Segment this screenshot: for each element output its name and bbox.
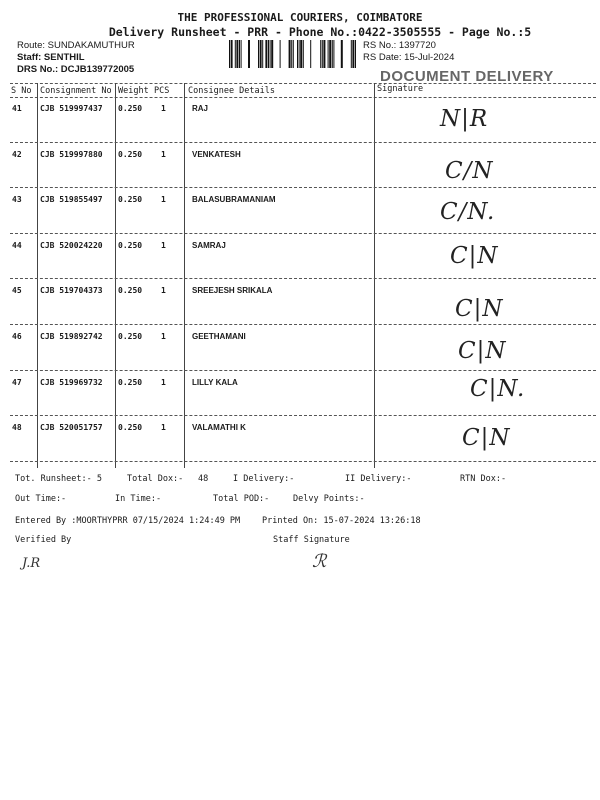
row-separator [10,370,596,371]
row-weight: 0.250 [118,377,143,387]
ii-delivery: II Delivery:- [345,474,412,484]
row-separator [10,324,596,325]
row-sno: 42 [12,149,22,159]
barcode-bar [280,40,281,68]
row-consignment-no: CJB 519704373 [40,286,103,296]
table-header-rule [10,97,596,98]
drs-number: DRS No.: DCJB139772005 [17,64,135,75]
row-pcs: 1 [161,423,166,433]
barcode-bar [355,40,356,68]
rs-date: RS Date: 15-Jul-2024 [363,52,455,63]
verified-by-label: Verified By [15,535,72,545]
row-handwritten-signature: N|R [440,106,489,132]
row-weight: 0.250 [118,240,143,250]
row-weight: 0.250 [118,104,143,113]
barcode-bar [328,40,329,68]
barcode-bar [297,40,298,68]
barcode-bar [270,40,271,68]
barcode-bar [260,40,262,68]
row-handwritten-signature: C|N [450,242,499,269]
row-sno: 45 [12,286,22,296]
delvy-points: Delvy Points:- [293,494,365,504]
row-separator [10,187,596,188]
barcode-bar [235,40,236,68]
row-consignee: VALAMATHI K [192,423,246,433]
barcode-bar [329,40,331,68]
row-sno: 44 [12,240,22,250]
row-handwritten-signature: C|N [455,296,504,323]
row-consignment-no: CJB 519892742 [40,332,103,341]
barcode-bar [231,40,233,68]
row-consignment-no: CJB 519969732 [40,377,103,387]
barcode-bar [262,40,263,68]
barcode-bar [289,40,291,68]
barcode-bar [332,40,333,68]
barcode-bar [352,40,354,68]
barcode-bar [265,40,267,68]
rtn-dox: RTN Dox:- [460,474,507,484]
rs-number: RS No.: 1397720 [363,40,436,51]
row-consignment-no: CJB 519997880 [40,149,103,159]
barcode-bar [258,40,259,68]
row-weight: 0.250 [118,195,143,205]
row-pcs: 1 [161,332,166,341]
barcode-bar [341,40,343,68]
col-header-sno: S No [11,86,32,96]
row-pcs: 1 [161,149,166,159]
barcode-bar [236,40,238,68]
row-separator [10,461,596,462]
staff-signature-label: Staff Signature [273,535,350,545]
row-separator [10,415,596,416]
row-consignee: RAJ [192,104,209,113]
row-weight: 0.250 [118,423,143,433]
row-sno: 46 [12,332,22,341]
row-sno: 48 [12,423,22,433]
total-dox-label: Total Dox:- [127,474,184,484]
staff-label: Staff: SENTHIL [17,52,85,63]
row-consignee: LILLY KALA [192,377,238,387]
entered-by: Entered By :MOORTHYPRR 07/15/2024 1:24:49 PM [15,516,241,526]
barcode-bar [310,40,311,68]
row-consignee: GEETHAMANI [192,332,246,341]
row-consignee: BALASUBRAMANIAM [192,195,276,205]
barcode-bar [351,40,352,68]
table-top-rule [10,83,596,84]
route-label: Route: SUNDAKAMUTHUR [17,40,135,51]
col-header-signature: Signature [377,84,424,94]
barcode-bar [291,40,292,68]
company-name: THE PROFESSIONAL COURIERS, COIMBATORE [177,11,423,24]
barcode-bar [323,40,325,68]
row-handwritten-signature: C/N. [440,199,496,226]
barcode-bar [300,40,302,68]
runsheet-subtitle: Delivery Runsheet - PRR - Phone No.:0422-3505555 - Page No.:5 [108,25,532,39]
row-separator [10,233,596,234]
barcode-bar [239,40,240,68]
row-pcs: 1 [161,104,166,113]
row-sno: 47 [12,377,22,387]
row-consignment-no: CJB 520024220 [40,240,103,250]
row-pcs: 1 [161,377,166,387]
row-separator [10,142,596,143]
col-header-consignment: Consignment No [40,86,112,96]
row-pcs: 1 [161,240,166,250]
barcode-bar [268,40,269,68]
row-weight: 0.250 [118,286,143,296]
out-time: Out Time:- [15,494,67,504]
barcode-bar [241,40,242,68]
barcode-bar [229,40,230,68]
barcode [229,40,357,68]
row-handwritten-signature: C/N [445,157,494,184]
row-consignee: VENKATESH [192,149,241,159]
row-consignment-no: CJB 520051757 [40,423,103,433]
row-handwritten-signature: C|N. [470,375,526,402]
row-consignment-no: CJB 519855497 [40,195,103,205]
barcode-bar [293,40,294,68]
row-sno: 41 [12,104,22,113]
row-weight: 0.250 [118,149,143,159]
row-pcs: 1 [161,286,166,296]
document-delivery-stamp: DOCUMENT DELIVERY [380,68,554,85]
col-header-weight: Weight [118,86,149,96]
row-handwritten-signature: C|N [462,425,511,452]
barcode-bar [333,40,334,68]
row-weight: 0.250 [118,332,143,341]
i-delivery: I Delivery:- [233,474,295,484]
staff-signature-mark: ℛ [312,551,327,572]
tot-runsheet: Tot. Runsheet:- 5 [15,474,102,484]
in-time: In Time:- [115,494,162,504]
barcode-bar [320,40,321,68]
row-consignee: SAMRAJ [192,240,226,250]
row-consignee: SREEJESH SRIKALA [192,286,273,296]
row-consignment-no: CJB 519997437 [40,104,103,113]
row-separator [10,278,596,279]
verifier-signature: J.R [22,556,41,571]
printed-on: Printed On: 15-07-2024 13:26:18 [262,516,421,526]
row-pcs: 1 [161,195,166,205]
barcode-bar [271,40,273,68]
col-header-consignee: Consignee Details [188,86,275,96]
total-pod: Total POD:- [213,494,270,504]
barcode-bar [322,40,323,68]
barcode-bar [303,40,304,68]
col-header-pcs: PCS [154,86,170,96]
row-sno: 43 [12,195,22,205]
barcode-bar [248,40,250,68]
barcode-bar [299,40,300,68]
total-dox-value: 48 [198,474,209,484]
row-handwritten-signature: C|N [458,338,507,364]
